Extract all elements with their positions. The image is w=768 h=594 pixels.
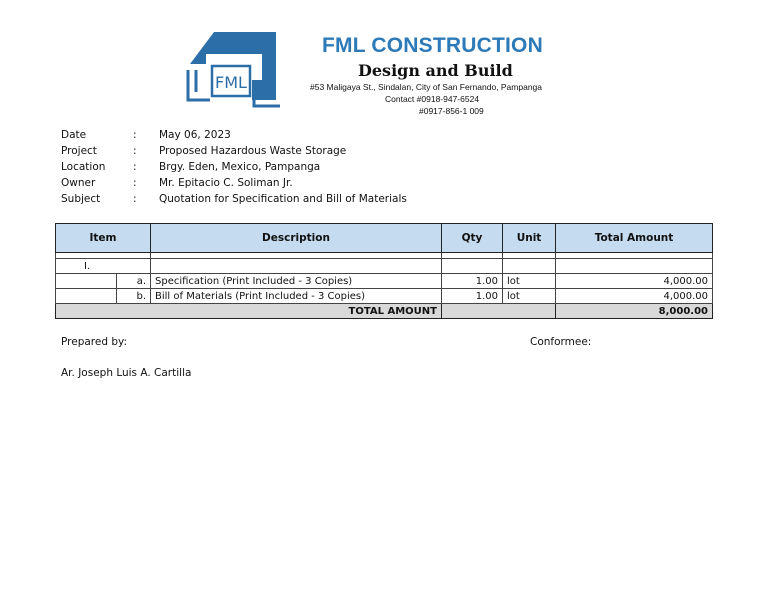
quotation-table — [55, 223, 713, 319]
header-total-amount: Total Amount — [556, 224, 713, 253]
total-value: 8,000.00 — [556, 304, 713, 319]
row-amount: 4,000.00 — [556, 289, 713, 304]
header-item: Item — [56, 224, 151, 253]
date-label: Date — [61, 129, 87, 141]
header-description: Description — [151, 224, 442, 253]
logo-text: FML — [215, 73, 247, 92]
location-value: Brgy. Eden, Mexico, Pampanga — [159, 161, 321, 173]
colon: : — [133, 193, 137, 205]
subject-value: Quotation for Specification and Bill of Materials — [159, 193, 407, 205]
info-row-location — [61, 159, 407, 175]
row-letter: a. — [117, 274, 151, 289]
row-description: Bill of Materials (Print Included - 3 Copies) — [151, 289, 442, 304]
info-row-owner — [61, 175, 407, 191]
colon: : — [133, 161, 137, 173]
company-logo — [184, 30, 284, 108]
table-row-section — [56, 259, 713, 274]
row-unit: lot — [503, 289, 556, 304]
row-qty: 1.00 — [442, 289, 503, 304]
preparer-name: Ar. Joseph Luis A. Cartilla — [61, 367, 192, 379]
info-row-date — [61, 127, 407, 143]
conformee-label: Conformee: — [530, 336, 592, 348]
row-unit: lot — [503, 274, 556, 289]
company-name: FML CONSTRUCTION — [322, 34, 543, 57]
project-label: Project — [61, 145, 97, 157]
row-qty: 1.00 — [442, 274, 503, 289]
quotation-info — [61, 127, 407, 207]
table-row — [56, 274, 713, 289]
table-row — [56, 289, 713, 304]
header-unit: Unit — [503, 224, 556, 253]
owner-value: Mr. Epitacio C. Soliman Jr. — [159, 177, 293, 189]
table-header-row — [56, 224, 713, 253]
section-number: I. — [56, 259, 151, 274]
company-tagline: Design and Build — [358, 61, 513, 80]
row-letter: b. — [117, 289, 151, 304]
total-label: TOTAL AMOUNT — [56, 304, 442, 319]
subject-label: Subject — [61, 193, 101, 205]
header-qty: Qty — [442, 224, 503, 253]
colon: : — [133, 145, 137, 157]
contact-number-2: #0917-856-1 009 — [419, 106, 484, 116]
contact-number-1: Contact #0918-947-6524 — [385, 94, 480, 104]
prepared-by-label: Prepared by: — [61, 336, 127, 348]
colon: : — [133, 129, 137, 141]
date-value: May 06, 2023 — [159, 129, 231, 141]
letterhead — [184, 30, 584, 118]
colon: : — [133, 177, 137, 189]
info-row-project — [61, 143, 407, 159]
row-amount: 4,000.00 — [556, 274, 713, 289]
company-address: #53 Maligaya St., Sindalan, City of San Fernando, Pampanga — [310, 82, 543, 92]
total-row — [56, 304, 713, 319]
owner-label: Owner — [61, 177, 96, 189]
location-label: Location — [61, 161, 106, 173]
info-row-subject — [61, 191, 407, 207]
row-description: Specification (Print Included - 3 Copies) — [151, 274, 442, 289]
project-value: Proposed Hazardous Waste Storage — [159, 145, 347, 157]
